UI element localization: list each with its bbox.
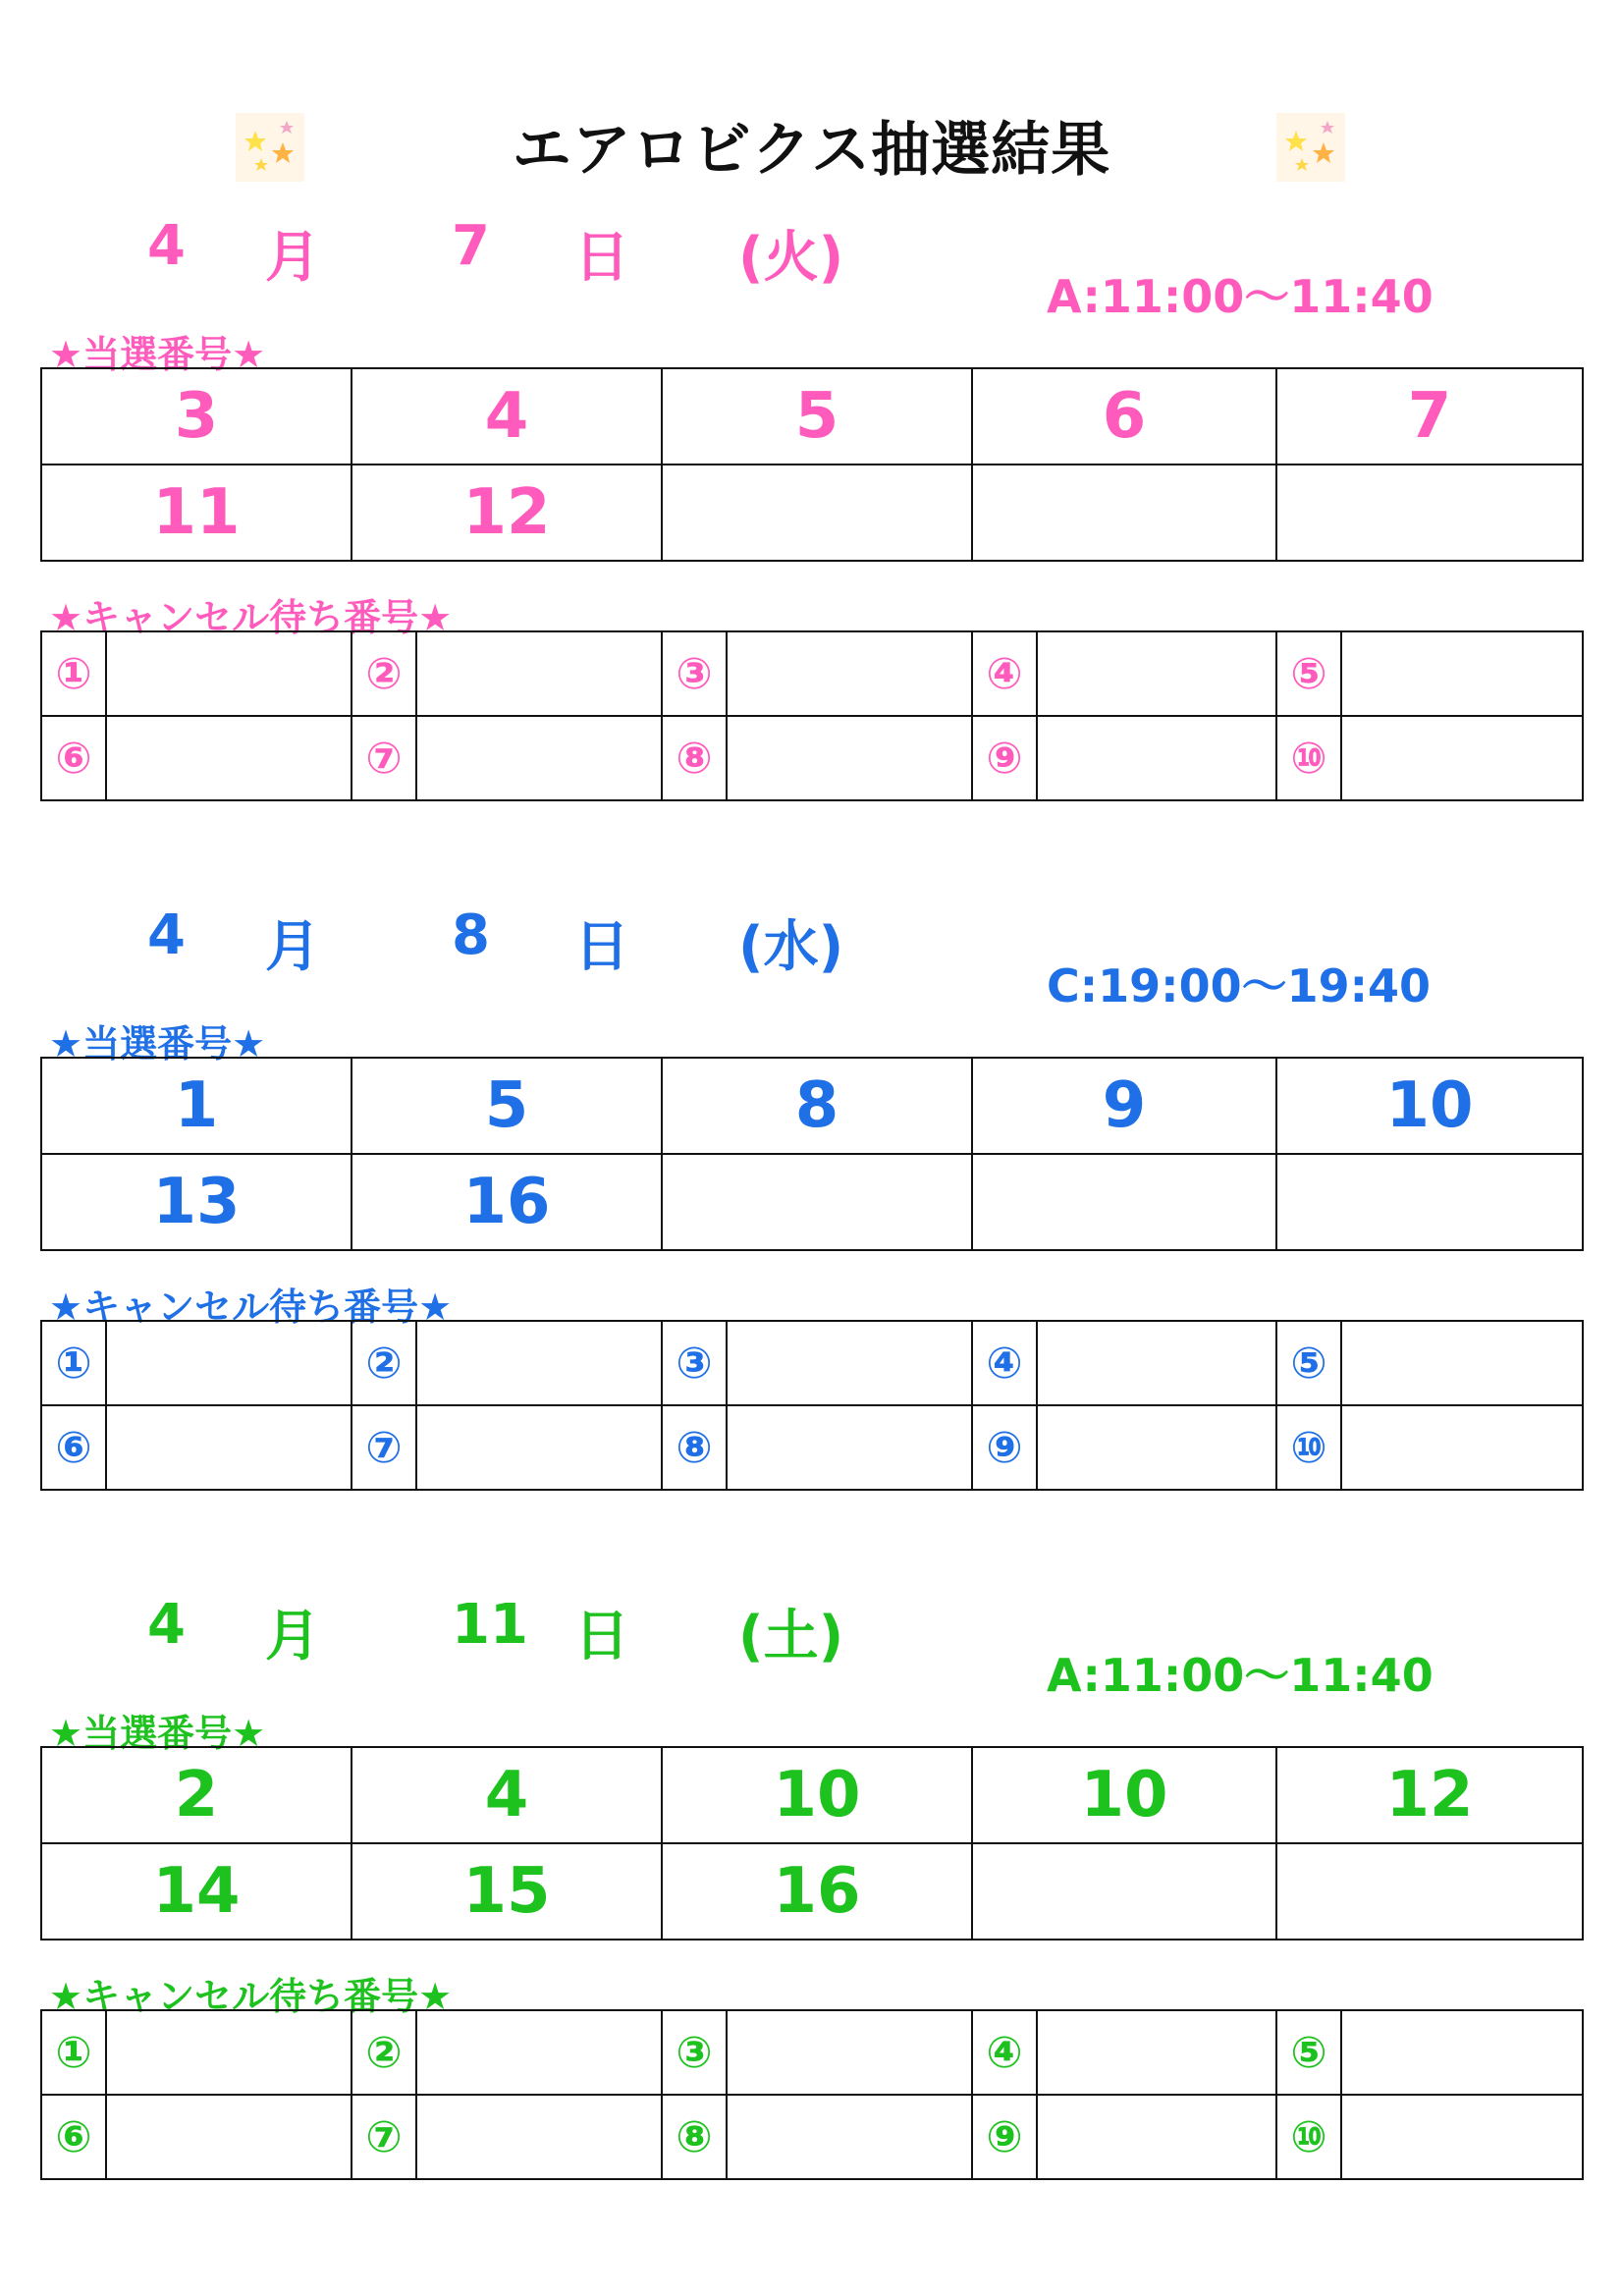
cancel-slot [1037,1405,1276,1490]
cancel-heading: ★キャンセル待ち番号★ [49,1285,453,1329]
cancel-heading: ★キャンセル待ち番号★ [49,1975,453,2018]
winning-number [662,1154,972,1250]
winning-number [1276,1843,1583,1940]
cancel-slot [106,631,352,716]
cancel-marker: ⑦ [352,716,416,800]
cancel-row [41,631,1583,716]
day-label: 日 [574,226,629,290]
cancel-marker: ⑥ [41,2095,106,2179]
cancel-slot [106,716,352,800]
cancel-slot [1037,2095,1276,2179]
winners-row [41,1058,1583,1154]
winners-row [41,368,1583,465]
winning-number: 9 [972,1058,1276,1154]
winning-number: 14 [41,1843,352,1940]
winning-number: 4 [352,1747,662,1843]
cancel-marker: ⑩ [1276,716,1341,800]
cancel-slot [1341,716,1583,800]
cancel-slot [106,2010,352,2095]
cancel-slot [416,1405,662,1490]
cancel-marker: ⑧ [662,716,727,800]
winners-row [41,1747,1583,1843]
cancel-marker: ⑧ [662,2095,727,2179]
cancel-waitlist-table [40,630,1584,801]
cancel-row [41,2010,1583,2095]
cancel-marker: ⑦ [352,2095,416,2179]
day-label: 日 [574,1605,629,1668]
cancel-slot [416,631,662,716]
cancel-slot [106,2095,352,2179]
winning-number: 8 [662,1058,972,1154]
month-label: 月 [265,1605,320,1668]
winning-number [972,1843,1276,1940]
winning-number: 4 [352,368,662,465]
winning-number: 16 [662,1843,972,1940]
cancel-waitlist-table [40,1320,1584,1491]
winners-table [40,1746,1584,1941]
winning-number [972,1154,1276,1250]
lottery-day-section [0,1593,1623,2202]
cancel-marker: ① [41,2010,106,2095]
timeslot: C:19:00～19:40 [1047,959,1431,1012]
cancel-slot [727,631,972,716]
page-title: エアロビクス抽選結果 [512,116,1111,185]
cancel-marker: ③ [662,2010,727,2095]
winners-heading: ★当選番号★ [49,333,266,376]
date-row [0,903,982,982]
cancel-marker: ⑥ [41,1405,106,1490]
cancel-marker: ⑧ [662,1405,727,1490]
winning-number [662,465,972,561]
winning-number: 12 [352,465,662,561]
cancel-slot [416,716,662,800]
day-label: 日 [574,915,629,979]
cancel-marker: ⑩ [1276,2095,1341,2179]
winners-heading: ★当選番号★ [49,1022,266,1066]
month-label: 月 [265,915,320,979]
winning-number: 5 [352,1058,662,1154]
cancel-marker: ② [352,1321,416,1405]
month-value: 4 [147,903,186,967]
winning-number: 2 [41,1747,352,1843]
winning-number: 11 [41,465,352,561]
winning-number: 16 [352,1154,662,1250]
winning-number [972,465,1276,561]
winning-number [1276,1154,1583,1250]
lottery-day-section [0,903,1623,1512]
cancel-marker: ③ [662,1321,727,1405]
cancel-marker: ⑨ [972,2095,1037,2179]
cancel-marker: ⑨ [972,716,1037,800]
winners-table [40,1057,1584,1251]
cancel-marker: ⑤ [1276,1321,1341,1405]
cancel-slot [1037,631,1276,716]
winning-number: 3 [41,368,352,465]
cancel-slot [1341,631,1583,716]
month-value: 4 [147,214,186,278]
cancel-slot [727,2010,972,2095]
cancel-marker: ④ [972,2010,1037,2095]
winners-row [41,1154,1583,1250]
winning-number: 13 [41,1154,352,1250]
cancel-marker: ⑤ [1276,631,1341,716]
cancel-slot [1037,1321,1276,1405]
cancel-slot [416,2095,662,2179]
cancel-slot [727,2095,972,2179]
cancel-marker: ② [352,631,416,716]
winners-table [40,367,1584,562]
cancel-row [41,2095,1583,2179]
winners-row [41,465,1583,561]
cancel-marker: ④ [972,631,1037,716]
star-sparkle-icon [1276,113,1345,182]
cancel-marker: ⑤ [1276,2010,1341,2095]
weekday-label: (水) [738,915,844,979]
cancel-slot [1037,2010,1276,2095]
cancel-row [41,1405,1583,1490]
cancel-slot [1341,2095,1583,2179]
winning-number: 6 [972,368,1276,465]
month-value: 4 [147,1593,186,1657]
cancel-slot [1341,1321,1583,1405]
day-value: 7 [452,214,490,278]
winners-heading: ★当選番号★ [49,1712,266,1755]
winning-number: 10 [1276,1058,1583,1154]
cancel-slot [727,1321,972,1405]
cancel-marker: ③ [662,631,727,716]
cancel-slot [727,1405,972,1490]
cancel-marker: ⑥ [41,716,106,800]
timeslot: A:11:00～11:40 [1047,1649,1434,1702]
winning-number: 12 [1276,1747,1583,1843]
winning-number: 10 [972,1747,1276,1843]
cancel-slot [416,2010,662,2095]
cancel-marker: ② [352,2010,416,2095]
month-label: 月 [265,226,320,290]
day-value: 8 [452,903,490,967]
winning-number: 7 [1276,368,1583,465]
cancel-slot [727,716,972,800]
winning-number: 5 [662,368,972,465]
cancel-slot [106,1405,352,1490]
winning-number [1276,465,1583,561]
cancel-row [41,1321,1583,1405]
cancel-marker: ④ [972,1321,1037,1405]
winners-row [41,1843,1583,1940]
winning-number: 15 [352,1843,662,1940]
day-value: 11 [452,1593,528,1657]
winning-number: 10 [662,1747,972,1843]
cancel-marker: ⑨ [972,1405,1037,1490]
cancel-marker: ① [41,1321,106,1405]
winning-number: 1 [41,1058,352,1154]
cancel-marker: ⑩ [1276,1405,1341,1490]
cancel-slot [106,1321,352,1405]
cancel-heading: ★キャンセル待ち番号★ [49,596,453,639]
date-row [0,214,982,293]
cancel-marker: ① [41,631,106,716]
cancel-row [41,716,1583,800]
lottery-day-section [0,214,1623,823]
timeslot: A:11:00～11:40 [1047,270,1434,323]
cancel-slot [1341,1405,1583,1490]
cancel-slot [416,1321,662,1405]
cancel-slot [1037,716,1276,800]
weekday-label: (土) [738,1605,844,1668]
weekday-label: (火) [738,226,844,290]
cancel-marker: ⑦ [352,1405,416,1490]
date-row [0,1593,982,1671]
star-sparkle-icon [236,113,304,182]
cancel-waitlist-table [40,2009,1584,2180]
cancel-slot [1341,2010,1583,2095]
